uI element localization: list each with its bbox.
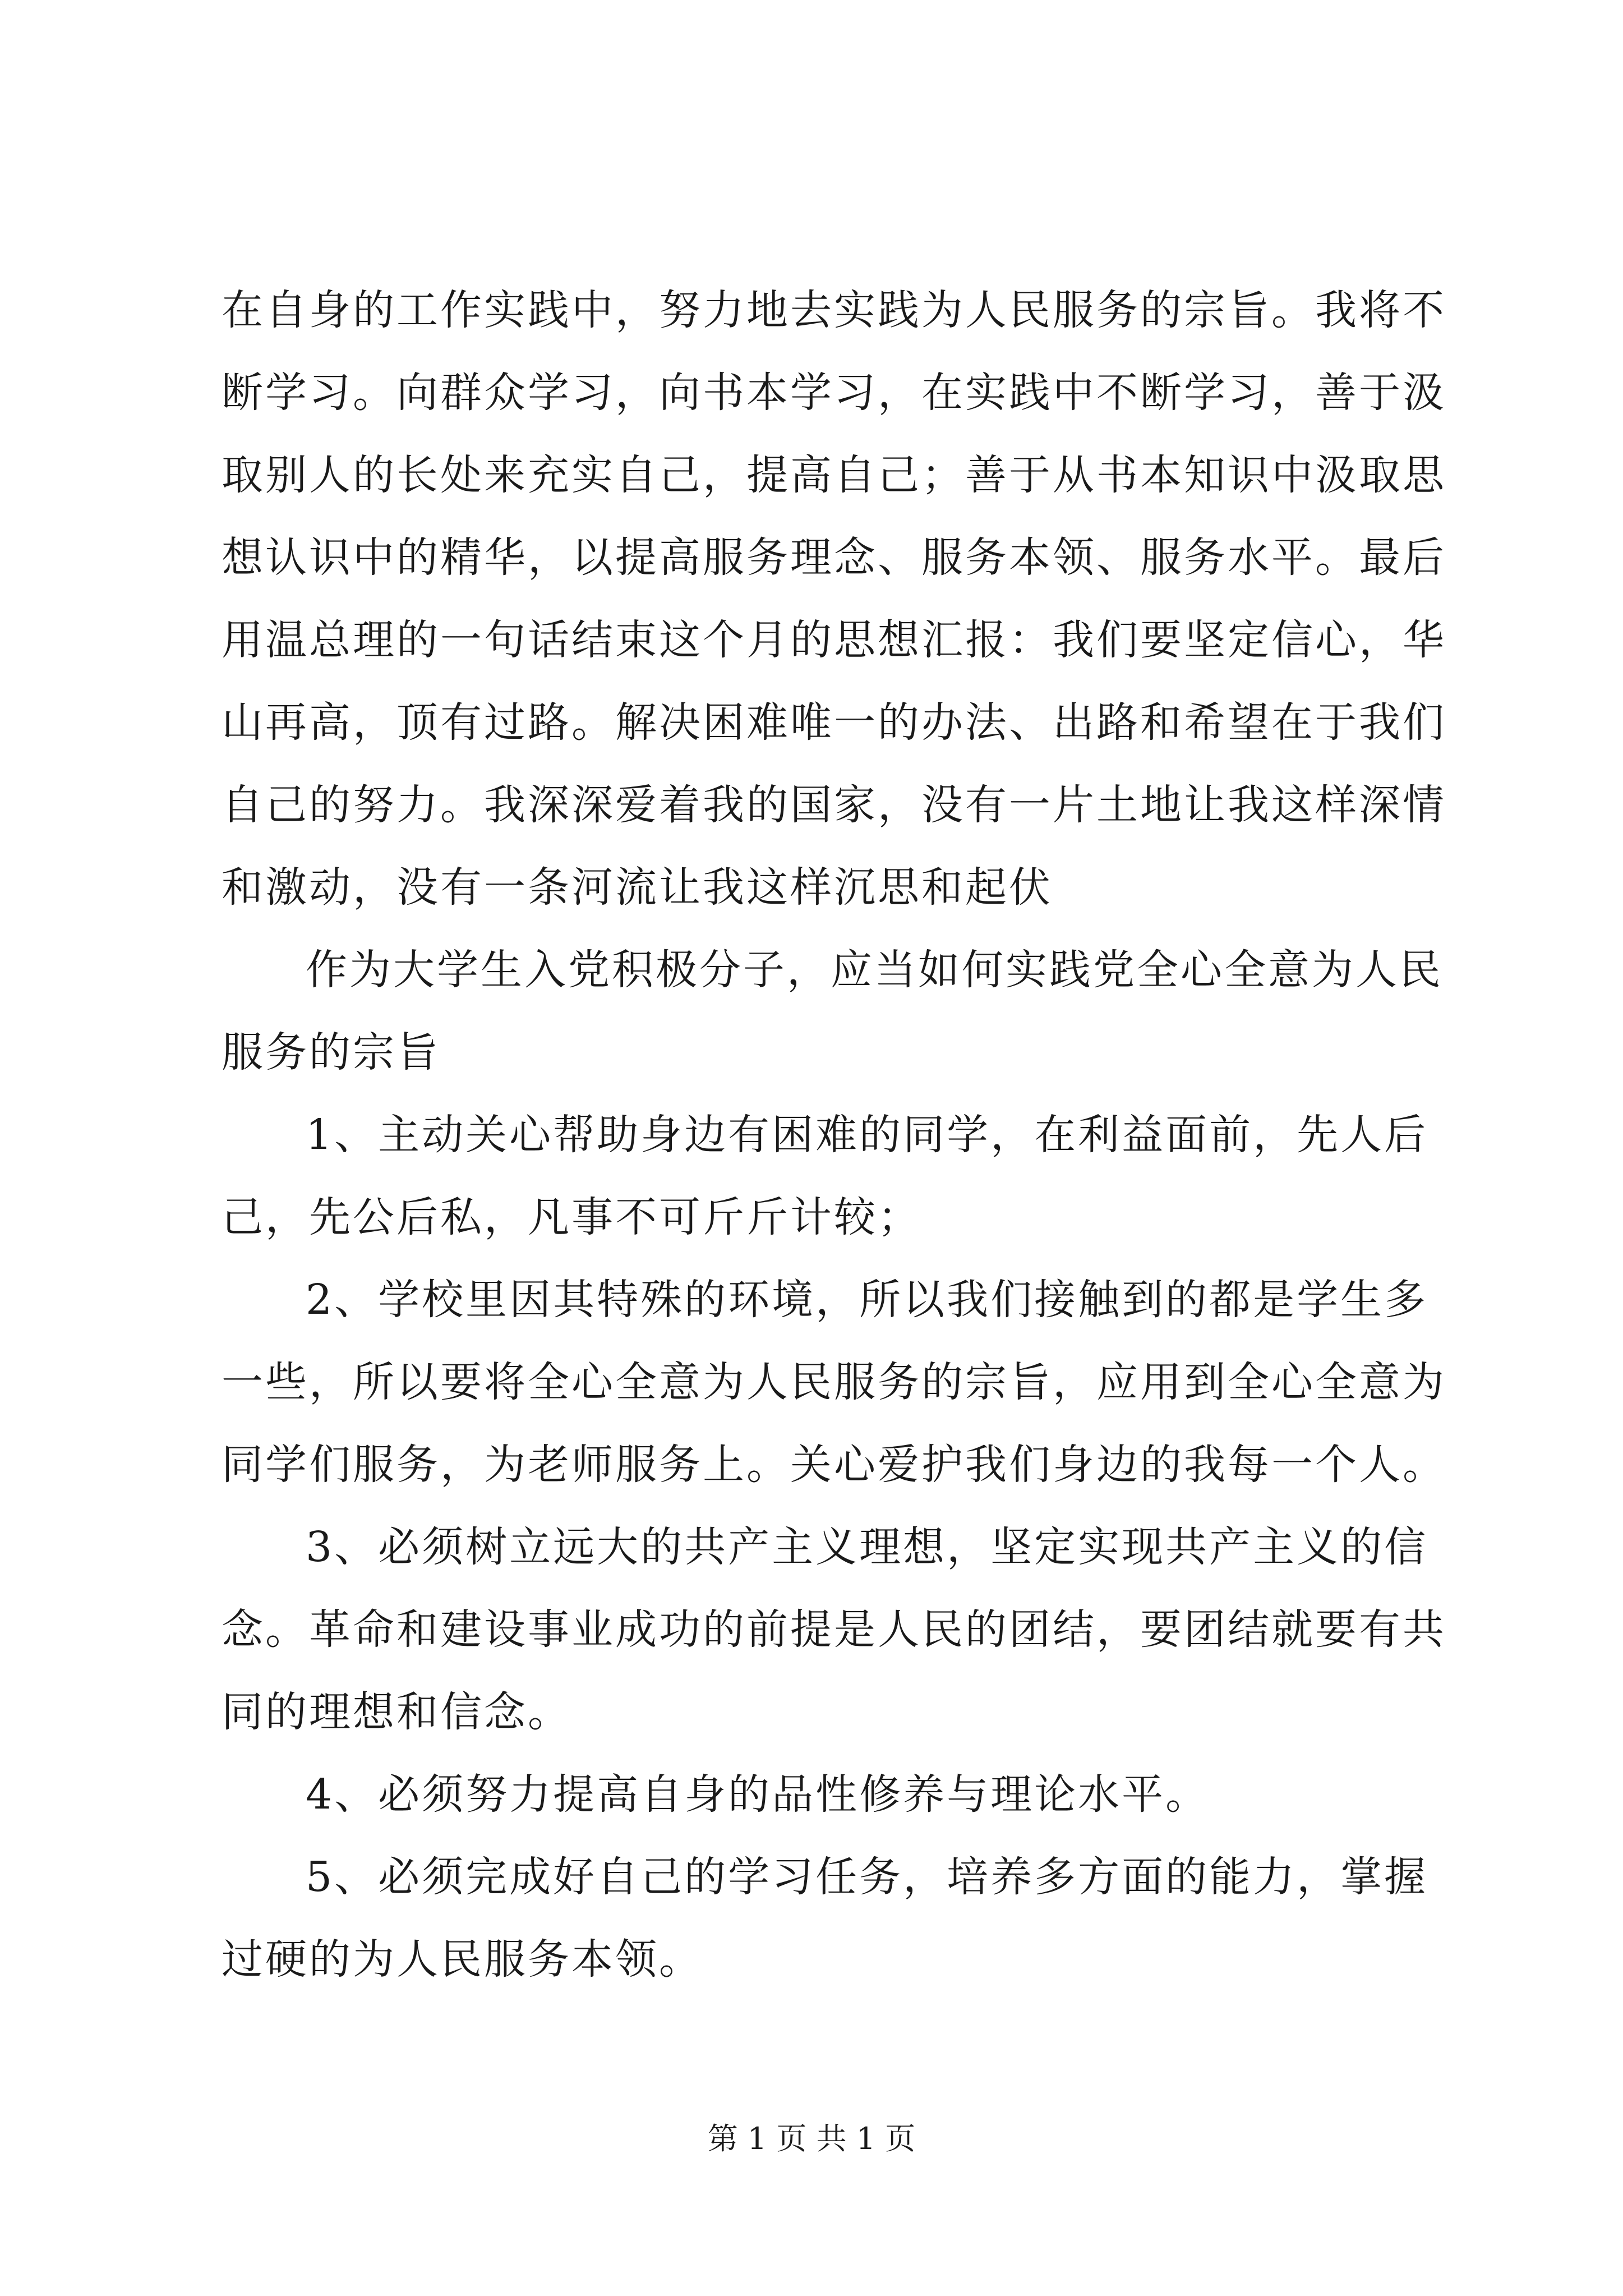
- paragraph-line: 在自身的工作实践中，努力地去实践为人民服务的宗旨。我将不: [222, 286, 1446, 334]
- paragraph-line: 山再高，顶有过路。解决困难唯一的办法、出路和希望在于我们: [222, 698, 1446, 747]
- list-item-2-line: 一些，所以要将全心全意为人民服务的宗旨，应用到全心全意为: [222, 1358, 1446, 1406]
- paragraph-line: 用温总理的一句话结束这个月的思想汇报：我们要坚定信心，华: [222, 616, 1446, 664]
- list-item-5-line: 过硬的为人民服务本领。: [222, 1935, 703, 1984]
- list-item-2-line: 同学们服务，为老师服务上。关心爱护我们身边的我每一个人。: [222, 1441, 1446, 1489]
- paragraph-line: 想认识中的精华，以提高服务理念、服务本领、服务水平。最后: [222, 533, 1446, 582]
- paragraph-line: 断学习。向群众学习，向书本学习，在实践中不断学习，善于汲: [222, 369, 1446, 417]
- list-item-1-line: 1、主动关心帮助身边有困难的同学，在利益面前，先人后: [306, 1111, 1428, 1159]
- list-item-5-line: 5、必须完成好自己的学习任务，培养多方面的能力，掌握: [306, 1853, 1428, 1901]
- list-item-3-line: 3、必须树立远大的共产主义理想，坚定实现共产主义的信: [306, 1523, 1428, 1571]
- page-footer: 第 1 页 共 1 页: [707, 2121, 916, 2156]
- list-item-1-line: 己，先公后私，凡事不可斤斤计较；: [222, 1193, 921, 1241]
- list-item-3-line: 同的理想和信念。: [222, 1688, 571, 1736]
- paragraph-line: 和激动，没有一条河流让我这样沉思和起伏: [222, 863, 1053, 912]
- list-item-2-line: 2、学校里因其特殊的环境，所以我们接触到的都是学生多: [306, 1276, 1428, 1324]
- paragraph-line: 自己的努力。我深深爱着我的国家，没有一片土地让我这样深情: [222, 781, 1446, 829]
- paragraph-line: 服务的宗旨: [222, 1028, 440, 1076]
- list-item-3-line: 念。革命和建设事业成功的前提是人民的团结，要团结就要有共: [222, 1605, 1446, 1654]
- paragraph-line: 作为大学生入党积极分子，应当如何实践党全心全意为人民: [306, 946, 1443, 994]
- paragraph-line: 取别人的长处来充实自己，提高自己；善于从书本知识中汲取思: [222, 451, 1446, 499]
- list-item-4-line: 4、必须努力提高自身的品性修养与理论水平。: [306, 1770, 1210, 1819]
- document-body: [222, 269, 1446, 2001]
